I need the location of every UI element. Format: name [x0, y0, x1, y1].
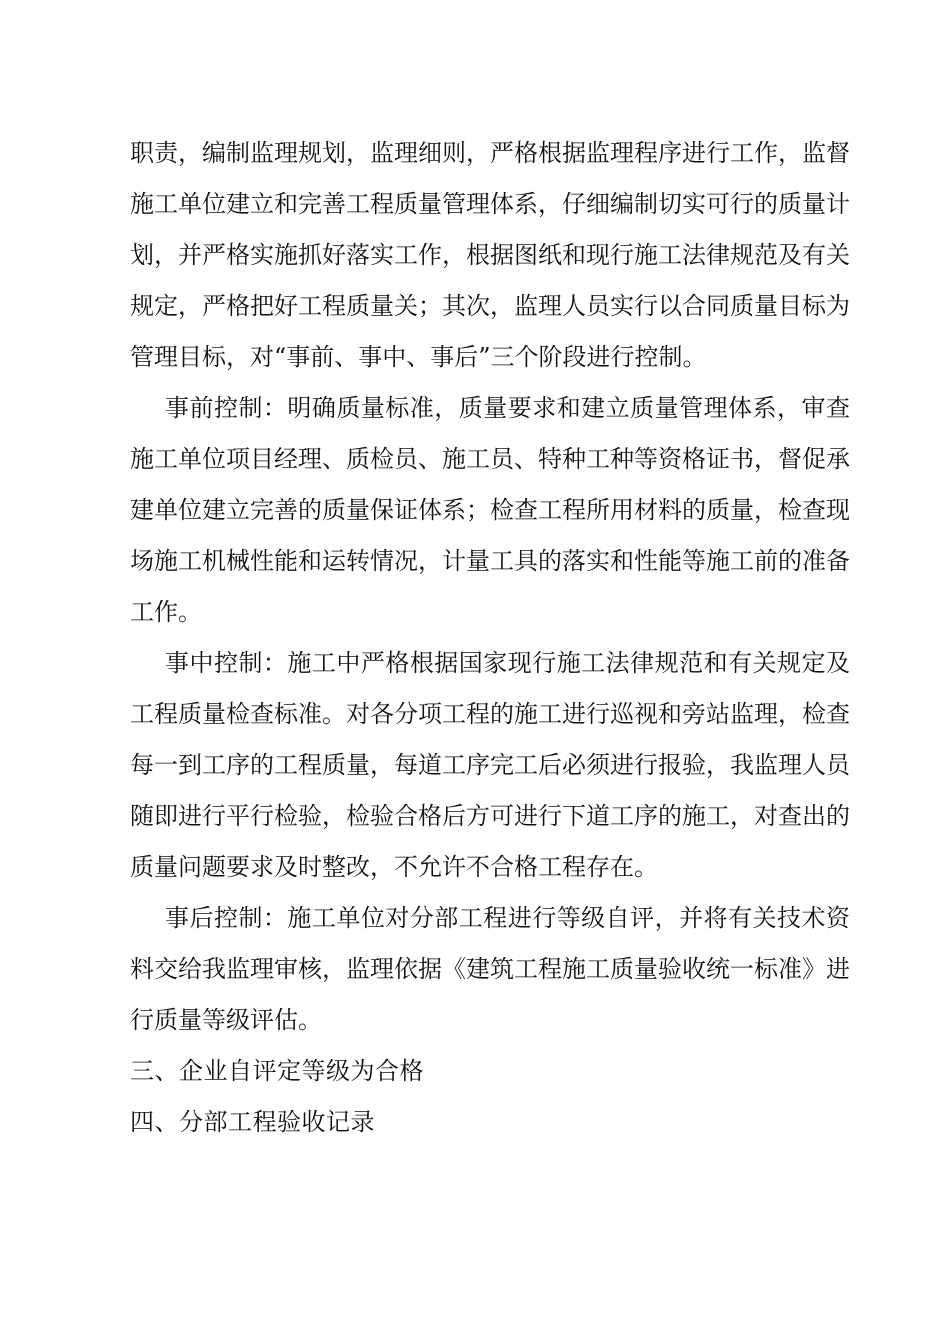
paragraph-continuation: 职责，编制监理规划，监理细则，严格根据监理程序进行工作，监督施工单位建立和完善工程质量管理体系，仔细编制切实可行的质量计划，并严格实施抓好落实工作，根据图纸和现行施工法律规范及有关规定，严格把好工程质量关；其次，监理人员实行以合同质量目标为管理目标，对“事前、事中、事后”三个阶段进行控制。	[130, 139, 850, 371]
section-heading-acceptance-record: 四、分部工程验收记录	[130, 1108, 375, 1136]
paragraph-post-control: 事后控制：施工单位对分部工程进行等级自评，并将有关技术资料交给我监理审核，监理依据《建筑工程施工质量验收统一标准》进行质量等级评估。	[130, 904, 850, 1034]
paragraph-in-process-control: 事中控制：施工中严格根据国家现行施工法律规范和有关规定及工程质量检查标准。对各分项工程的施工进行巡视和旁站监理，检查每一到工序的工程质量，每道工序完工后必须进行报验，我监理人员随即进行平行检验，检验合格后方可进行下道工序的施工，对查出的质量问题要求及时整改，不允许不合格工程存在。	[130, 649, 850, 881]
paragraph-pre-control: 事前控制：明确质量标准，质量要求和建立质量管理体系，审查施工单位项目经理、质检员、施工员、特种工种等资格证书，督促承建单位建立完善的质量保证体系；检查工程所用材料的质量，检查现场施工机械性能和运转情况，计量工具的落实和性能等施工前的准备工作。	[130, 394, 850, 626]
document-body	[130, 128, 850, 1148]
section-heading-self-rating: 三、企业自评定等级为合格	[130, 1057, 424, 1085]
